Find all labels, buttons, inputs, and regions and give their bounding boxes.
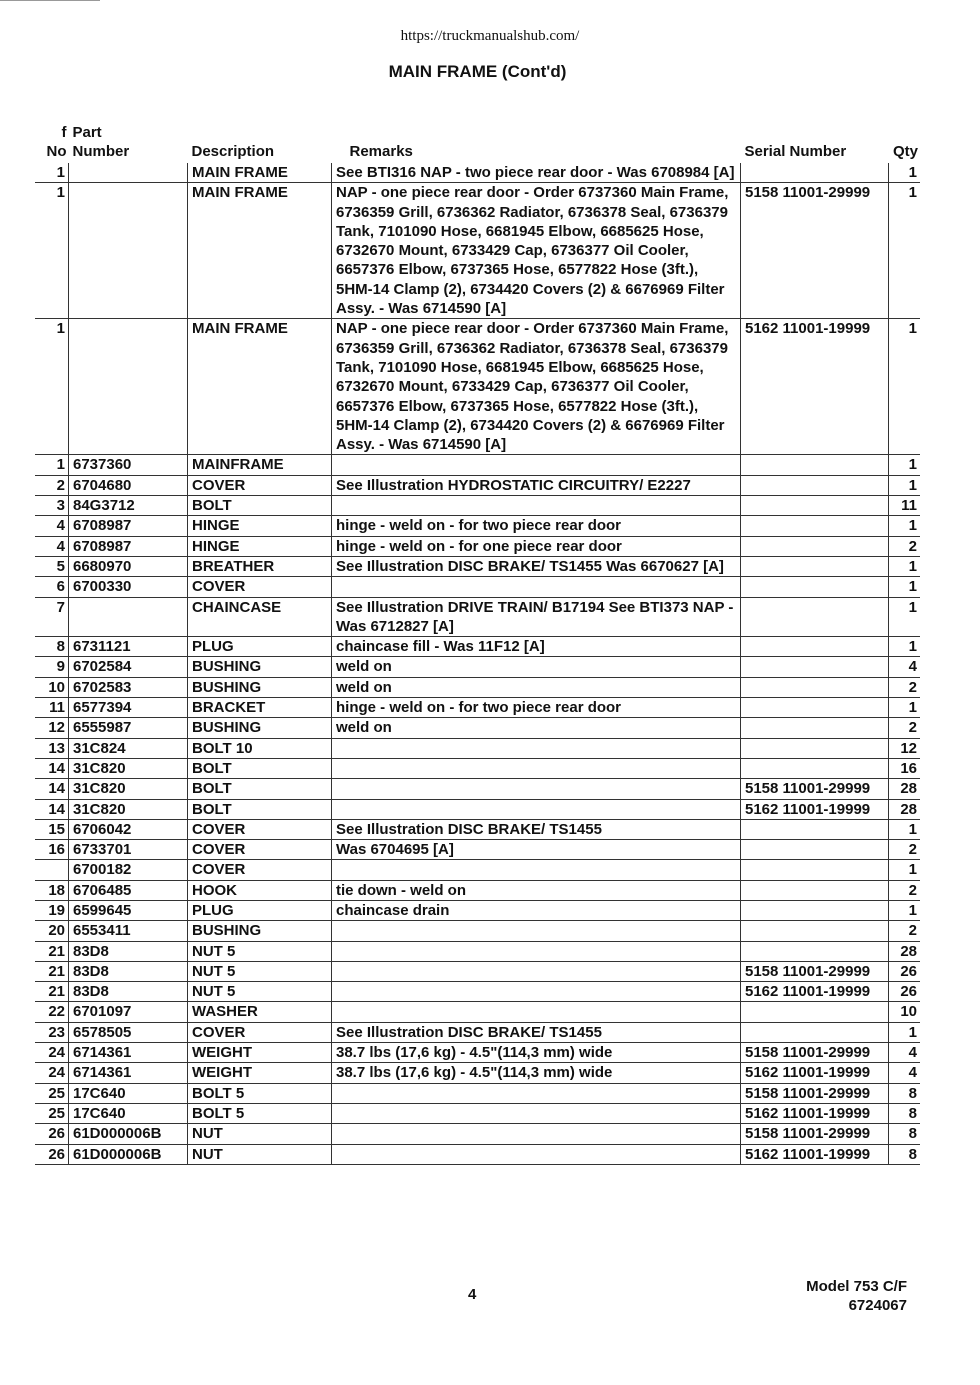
cell-desc: WASHER: [188, 1002, 332, 1022]
cell-remarks: [332, 1124, 741, 1144]
cell-part: 31C824: [69, 738, 188, 758]
cell-no: 20: [35, 921, 69, 941]
cell-serial: [741, 637, 889, 657]
cell-serial: 5158 11001-29999: [741, 779, 889, 799]
cell-qty: 2: [908, 719, 917, 737]
table-row: [35, 819, 920, 839]
cell-remarks: hinge - weld on - for one piece rear door: [332, 536, 741, 556]
cell-qty: 2: [908, 922, 917, 940]
cell-remarks: [332, 455, 741, 475]
cell-no: 9: [35, 657, 69, 677]
cell-qty: 11: [901, 497, 917, 515]
table-row: [35, 880, 920, 900]
cell-serial: [741, 900, 889, 920]
cell-remarks: weld on: [332, 657, 741, 677]
cell-desc: COVER: [188, 577, 332, 597]
cell-desc: MAINFRAME: [188, 455, 332, 475]
cell-part: 6706042: [69, 819, 188, 839]
cell-qty: 10: [900, 1003, 917, 1021]
parts-table: [35, 123, 920, 1165]
table-row: [35, 982, 920, 1002]
cell-desc: WEIGHT: [188, 1043, 332, 1063]
cell-qty: 12: [900, 739, 917, 757]
cell-qty: 4: [908, 1044, 917, 1062]
cell-remarks: hinge - weld on - for two piece rear door: [332, 698, 741, 718]
cell-serial: 5162 11001-19999: [741, 799, 889, 819]
col-remarks-header: Remarks: [349, 143, 413, 160]
cell-part: 6700182: [69, 860, 188, 880]
cell-qty: 8: [908, 1145, 917, 1163]
cell-desc: BOLT: [188, 779, 332, 799]
cell-serial: [741, 163, 889, 183]
cell-desc: BOLT 5: [188, 1083, 332, 1103]
cell-desc: BOLT: [188, 799, 332, 819]
col-serial-header: Serial Number: [744, 143, 847, 160]
cell-desc: MAIN FRAME: [188, 163, 332, 183]
cell-serial: 5158 11001-29999: [741, 1083, 889, 1103]
cell-serial: [741, 941, 889, 961]
cell-part: 6578505: [69, 1022, 188, 1042]
table-row: [35, 860, 920, 880]
cell-qty: 26: [900, 983, 917, 1001]
table-row: [35, 1043, 920, 1063]
cell-part: 17C640: [69, 1083, 188, 1103]
cell-no: 21: [35, 941, 69, 961]
cell-serial: [741, 738, 889, 758]
cell-remarks: See Illustration DISC BRAKE/ TS1455: [332, 1022, 741, 1042]
cell-remarks: [332, 860, 741, 880]
table-row: [35, 496, 920, 516]
table-row: [35, 577, 920, 597]
model-name: Model 753 C/F: [806, 1278, 907, 1295]
cell-part: 6553411: [69, 921, 188, 941]
page-number: 4: [468, 1286, 477, 1303]
cell-part: 6577394: [69, 698, 188, 718]
table-row: [35, 183, 920, 319]
table-row: [35, 637, 920, 657]
cell-serial: [741, 556, 889, 576]
cell-serial: [741, 475, 889, 495]
cell-serial: [741, 698, 889, 718]
cell-no: 1: [35, 319, 69, 455]
table-row: [35, 1144, 920, 1164]
cell-serial: [741, 536, 889, 556]
table-header-row: [35, 123, 920, 163]
cell-desc: PLUG: [188, 900, 332, 920]
cell-no: 24: [35, 1063, 69, 1083]
cell-part: 83D8: [69, 982, 188, 1002]
cell-desc: COVER: [188, 840, 332, 860]
cell-remarks: See Illustration DISC BRAKE/ TS1455: [332, 819, 741, 839]
cell-no: 10: [35, 677, 69, 697]
cell-remarks: hinge - weld on - for two piece rear door: [332, 516, 741, 536]
ref-mark: f: [61, 124, 67, 141]
cell-qty: 1: [908, 164, 917, 181]
cell-remarks: See Illustration HYDROSTATIC CIRCUITRY/ E2227: [332, 475, 741, 495]
cell-part: 6733701: [69, 840, 188, 860]
cell-serial: 5162 11001-19999: [741, 319, 889, 455]
cell-no: 4: [35, 516, 69, 536]
cell-no: 14: [35, 758, 69, 778]
cell-qty: 1: [908, 638, 917, 656]
cell-part: 6708987: [69, 536, 188, 556]
cell-desc: NUT: [188, 1144, 332, 1164]
cell-part: 61D000006B: [69, 1144, 188, 1164]
cell-serial: [741, 718, 889, 738]
cell-desc: BUSHING: [188, 657, 332, 677]
table-row: [35, 1063, 920, 1083]
cell-qty: 2: [908, 678, 917, 696]
cell-qty: 1: [908, 699, 917, 717]
cell-qty: 4: [908, 1064, 917, 1082]
cell-no: 21: [35, 982, 69, 1002]
cell-qty: 1: [908, 861, 917, 879]
cell-desc: WEIGHT: [188, 1063, 332, 1083]
cell-remarks: [332, 577, 741, 597]
table-row: [35, 941, 920, 961]
cell-qty: 2: [908, 881, 917, 899]
cell-no: 1: [35, 163, 69, 183]
cell-serial: [741, 677, 889, 697]
cell-desc: COVER: [188, 475, 332, 495]
cell-serial: [741, 657, 889, 677]
cell-no: 5: [35, 556, 69, 576]
cell-part: 6714361: [69, 1043, 188, 1063]
cell-part: [69, 597, 188, 637]
table-row: [35, 1002, 920, 1022]
cell-no: 25: [35, 1103, 69, 1123]
cell-part: [69, 183, 188, 319]
cell-desc: BUSHING: [188, 718, 332, 738]
cell-no: 15: [35, 819, 69, 839]
cell-remarks: tie down - weld on: [332, 880, 741, 900]
cell-part: 6599645: [69, 900, 188, 920]
no-label: No: [46, 143, 67, 160]
cell-desc: HINGE: [188, 516, 332, 536]
table-row: [35, 657, 920, 677]
cell-desc: COVER: [188, 860, 332, 880]
cell-part: 17C640: [69, 1103, 188, 1123]
cell-part: 6700330: [69, 577, 188, 597]
cell-qty: 1: [908, 184, 917, 202]
cell-serial: [741, 455, 889, 475]
cell-remarks: [332, 758, 741, 778]
table-row: [35, 738, 920, 758]
part-label-bottom: Number: [72, 143, 130, 160]
cell-part: 6704680: [69, 475, 188, 495]
cell-part: [69, 319, 188, 455]
cell-desc: BOLT 10: [188, 738, 332, 758]
table-row: [35, 779, 920, 799]
table-row: [35, 900, 920, 920]
cell-qty: 4: [908, 658, 917, 676]
cell-qty: 26: [900, 962, 917, 980]
cell-qty: 1: [908, 557, 917, 575]
cell-no: 4: [35, 536, 69, 556]
cell-serial: 5162 11001-19999: [741, 1144, 889, 1164]
col-description-header: Description: [191, 143, 275, 160]
cell-remarks: NAP - one piece rear door - Order 6737360 Main Frame, 6736359 Grill, 6736362 Radiator, 6736378 Seal, 6736379 Tank, 7101090 Hose, 6681945 Elbow, 6685625 Hose, 6732670 Mount, 6733429 Cap, 6736377 Oil Cooler, 6657376 Elbow, 6737365 Hose, 6577822 Hose (3ft.), 5HM-14 Clamp (2), 6734420 Covers (2) & 6676969 Filter Assy. - Was 6714590 [A]: [332, 183, 741, 319]
cell-desc: HOOK: [188, 880, 332, 900]
cell-remarks: Was 6704695 [A]: [332, 840, 741, 860]
cell-remarks: See Illustration DRIVE TRAIN/ B17194 See BTI373 NAP - Was 6712827 [A]: [332, 597, 741, 637]
cell-serial: [741, 860, 889, 880]
model-info: [806, 1277, 907, 1315]
cell-desc: COVER: [188, 819, 332, 839]
cell-desc: BUSHING: [188, 677, 332, 697]
cell-remarks: [332, 921, 741, 941]
cell-remarks: NAP - one piece rear door - Order 6737360 Main Frame, 6736359 Grill, 6736362 Radiator, 6736378 Seal, 6736379 Tank, 7101090 Hose, 6681945 Elbow, 6685625 Hose, 6732670 Mount, 6733429 Cap, 6736377 Oil Cooler, 6657376 Elbow, 6737365 Hose, 6577822 Hose (3ft.), 5HM-14 Clamp (2), 6734420 Covers (2) & 6676969 Filter Assy. - Was 6714590 [A]: [332, 319, 741, 455]
cell-no: [35, 860, 69, 880]
cell-no: 26: [35, 1124, 69, 1144]
cell-no: 11: [35, 698, 69, 718]
cell-remarks: See Illustration DISC BRAKE/ TS1455 Was 6670627 [A]: [332, 556, 741, 576]
cell-qty: 28: [900, 942, 917, 960]
cell-serial: [741, 1022, 889, 1042]
cell-desc: NUT: [188, 1124, 332, 1144]
cell-remarks: weld on: [332, 718, 741, 738]
cell-serial: 5162 11001-19999: [741, 1063, 889, 1083]
cell-desc: HINGE: [188, 536, 332, 556]
cell-no: 6: [35, 577, 69, 597]
cell-no: 19: [35, 900, 69, 920]
table-row: [35, 1083, 920, 1103]
cell-desc: BREATHER: [188, 556, 332, 576]
cell-no: 14: [35, 799, 69, 819]
cell-desc: BOLT: [188, 758, 332, 778]
cell-qty: 1: [908, 578, 917, 596]
cell-no: 25: [35, 1083, 69, 1103]
table-row: [35, 455, 920, 475]
table-row: [35, 1124, 920, 1144]
cell-desc: BUSHING: [188, 921, 332, 941]
cell-part: 31C820: [69, 799, 188, 819]
cell-desc: MAIN FRAME: [188, 319, 332, 455]
cell-qty: 1: [908, 820, 917, 838]
cell-serial: 5158 11001-29999: [741, 1124, 889, 1144]
cell-serial: 5162 11001-19999: [741, 1103, 889, 1123]
table-row: [35, 1022, 920, 1042]
cell-serial: 5158 11001-29999: [741, 183, 889, 319]
col-no-header: [35, 123, 69, 163]
cell-qty: 8: [908, 1084, 917, 1102]
cell-serial: [741, 516, 889, 536]
table-row: [35, 1103, 920, 1123]
cell-part: 6702583: [69, 677, 188, 697]
cell-remarks: [332, 496, 741, 516]
cell-serial: [741, 597, 889, 637]
cell-remarks: [332, 1002, 741, 1022]
cell-serial: 5158 11001-29999: [741, 1043, 889, 1063]
cell-desc: NUT 5: [188, 982, 332, 1002]
cell-part: 84G3712: [69, 496, 188, 516]
cell-serial: [741, 921, 889, 941]
cell-part: [69, 163, 188, 183]
cell-no: 3: [35, 496, 69, 516]
table-row: [35, 718, 920, 738]
cell-remarks: [332, 1144, 741, 1164]
cell-serial: [741, 758, 889, 778]
cell-remarks: chaincase drain: [332, 900, 741, 920]
cell-qty: 28: [900, 800, 917, 818]
cell-remarks: [332, 799, 741, 819]
cell-desc: COVER: [188, 1022, 332, 1042]
cell-remarks: [332, 941, 741, 961]
cell-part: 6706485: [69, 880, 188, 900]
cell-part: 6555987: [69, 718, 188, 738]
cell-serial: [741, 496, 889, 516]
cell-qty: 8: [908, 1125, 917, 1143]
cell-no: 13: [35, 738, 69, 758]
cell-serial: [741, 1002, 889, 1022]
table-row: [35, 921, 920, 941]
table-row: [35, 475, 920, 495]
cell-qty: 1: [908, 1023, 917, 1041]
cell-no: 14: [35, 779, 69, 799]
cell-desc: NUT 5: [188, 941, 332, 961]
cell-remarks: See BTI316 NAP - two piece rear door - Was 6708984 [A]: [332, 163, 741, 183]
cell-remarks: [332, 961, 741, 981]
cell-qty: 16: [900, 759, 917, 777]
cell-part: 6680970: [69, 556, 188, 576]
cell-part: 6702584: [69, 657, 188, 677]
cell-serial: [741, 880, 889, 900]
cell-qty: 1: [908, 517, 917, 535]
cell-no: 26: [35, 1144, 69, 1164]
cell-qty: 1: [908, 476, 917, 494]
cell-remarks: [332, 1103, 741, 1123]
table-row: [35, 516, 920, 536]
cell-no: 24: [35, 1043, 69, 1063]
cell-no: 23: [35, 1022, 69, 1042]
cell-part: 83D8: [69, 961, 188, 981]
cell-part: 31C820: [69, 779, 188, 799]
cell-remarks: chaincase fill - Was 11F12 [A]: [332, 637, 741, 657]
cell-qty: 1: [908, 598, 917, 616]
cell-no: 2: [35, 475, 69, 495]
cell-no: 22: [35, 1002, 69, 1022]
page-title: MAIN FRAME (Cont'd): [388, 62, 567, 81]
table-row: [35, 556, 920, 576]
cell-no: 7: [35, 597, 69, 637]
cell-desc: CHAINCASE: [188, 597, 332, 637]
cell-no: 16: [35, 840, 69, 860]
cell-qty: 1: [908, 320, 917, 338]
cell-qty: 2: [908, 841, 917, 859]
col-part-header: [69, 123, 188, 163]
cell-qty: 28: [900, 780, 917, 798]
cell-remarks: 38.7 lbs (17,6 kg) - 4.5"(114,3 mm) wide: [332, 1043, 741, 1063]
cell-serial: [741, 819, 889, 839]
cell-qty: 1: [908, 901, 917, 919]
col-qty-header: Qty: [892, 143, 918, 160]
cell-remarks: [332, 1083, 741, 1103]
table-row: [35, 698, 920, 718]
cell-qty: 1: [908, 456, 917, 474]
cell-no: 1: [35, 183, 69, 319]
cell-serial: 5162 11001-19999: [741, 982, 889, 1002]
part-label-top: Part: [72, 124, 102, 141]
source-url: https://truckmanualshub.com/: [400, 28, 580, 44]
cell-qty: 8: [908, 1104, 917, 1122]
table-row: [35, 536, 920, 556]
cell-part: 31C820: [69, 758, 188, 778]
cell-desc: MAIN FRAME: [188, 183, 332, 319]
cell-remarks: [332, 982, 741, 1002]
cell-no: 8: [35, 637, 69, 657]
cell-serial: [741, 577, 889, 597]
cell-no: 12: [35, 718, 69, 738]
cell-no: 18: [35, 880, 69, 900]
cell-remarks: weld on: [332, 677, 741, 697]
cell-part: 83D8: [69, 941, 188, 961]
cell-part: 61D000006B: [69, 1124, 188, 1144]
table-row: [35, 961, 920, 981]
cell-desc: BRACKET: [188, 698, 332, 718]
cell-desc: PLUG: [188, 637, 332, 657]
table-row: [35, 319, 920, 455]
cell-serial: 5158 11001-29999: [741, 961, 889, 981]
cell-part: 6701097: [69, 1002, 188, 1022]
cell-qty: 2: [908, 537, 917, 555]
cell-no: 1: [35, 455, 69, 475]
table-row: [35, 597, 920, 637]
cell-part: 6714361: [69, 1063, 188, 1083]
table-body: [35, 163, 920, 1164]
cell-no: 21: [35, 961, 69, 981]
top-rule: [0, 0, 100, 1]
cell-serial: [741, 840, 889, 860]
cell-remarks: [332, 738, 741, 758]
cell-desc: BOLT: [188, 496, 332, 516]
table-row: [35, 840, 920, 860]
cell-part: 6737360: [69, 455, 188, 475]
cell-desc: NUT 5: [188, 961, 332, 981]
doc-number: 6724067: [848, 1297, 907, 1314]
cell-remarks: 38.7 lbs (17,6 kg) - 4.5"(114,3 mm) wide: [332, 1063, 741, 1083]
cell-part: 6708987: [69, 516, 188, 536]
cell-remarks: [332, 779, 741, 799]
table-row: [35, 163, 920, 183]
cell-part: 6731121: [69, 637, 188, 657]
table-row: [35, 799, 920, 819]
table-row: [35, 758, 920, 778]
cell-desc: BOLT 5: [188, 1103, 332, 1123]
table-row: [35, 677, 920, 697]
